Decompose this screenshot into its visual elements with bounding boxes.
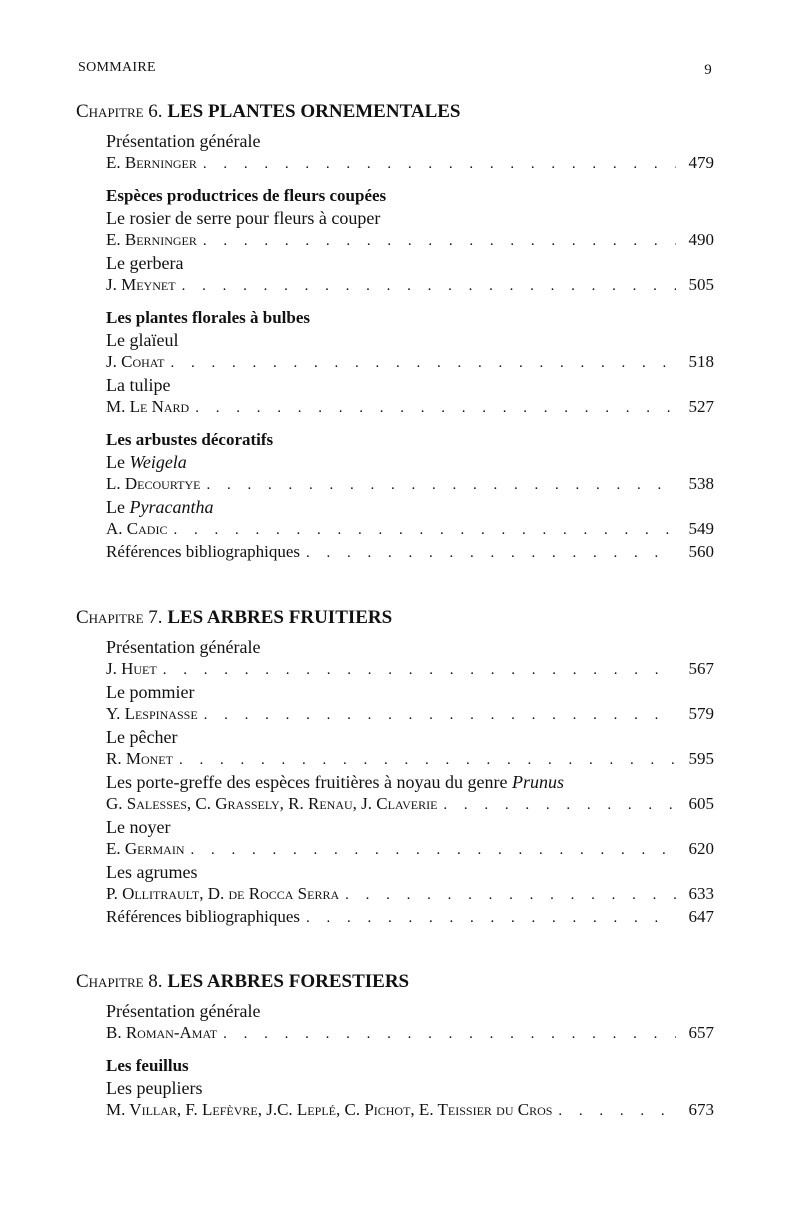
entry-title: Le pêcher: [106, 727, 178, 747]
entry-author: J. Meynet: [106, 275, 176, 294]
chapter-7: [76, 606, 716, 929]
chapter-heading: [76, 970, 716, 994]
toc-row: [106, 1022, 714, 1045]
entry-title: Le glaïeul: [106, 330, 179, 350]
toc-row: [106, 473, 714, 496]
toc-row: [106, 1099, 714, 1122]
dot-leader: [173, 519, 676, 541]
entry-page-number: 620: [688, 839, 714, 858]
section-heading: Les arbustes décoratifs: [106, 430, 274, 449]
entry-page-number: 549: [688, 519, 714, 538]
entry-page-number: 560: [688, 542, 714, 561]
chapter-8: [76, 970, 716, 1122]
entry-page-number: 647: [688, 907, 714, 926]
entry-page-number: 490: [688, 230, 714, 249]
toc-row: [106, 658, 714, 681]
entry-title: Les agrumes: [106, 862, 198, 882]
toc-row: [106, 396, 714, 419]
running-header: [78, 60, 712, 76]
chapter-name: LES ARBRES FRUITIERS: [167, 607, 393, 628]
entry-author: L. Decourtye: [106, 474, 201, 493]
toc-row: [106, 748, 714, 771]
dot-leader: [182, 275, 676, 297]
entry-title-italic: Weigela: [129, 452, 187, 472]
dot-leader: [203, 153, 676, 175]
toc-entries: [106, 636, 714, 929]
toc-row: [106, 541, 714, 564]
entry-page-number: 518: [688, 352, 714, 371]
entry-page-number: 579: [688, 704, 714, 723]
entry-title: Présentation générale: [106, 637, 261, 657]
entry-author: G. Salesses, C. Grassely, R. Renau, J. Claverie: [106, 794, 438, 813]
toc-entries: [106, 1000, 714, 1122]
entry-author: M. Villar, F. Lefèvre, J.C. Leplé, C. Pichot, E. Teissier du Cros: [106, 1100, 553, 1119]
entry-title: La tulipe: [106, 375, 171, 395]
entry-title-text: Les porte-greffe des espèces fruitières à noyau du genre: [106, 772, 512, 792]
chapter-name: LES PLANTES ORNEMENTALES: [167, 101, 461, 122]
toc-row: [106, 906, 714, 929]
entry-page-number: 567: [688, 659, 714, 678]
toc-row: [106, 703, 714, 726]
entry-title: [106, 451, 714, 473]
chapter-name: LES ARBRES FORESTIERS: [167, 971, 410, 992]
chapter-label: Chapitre 6.: [76, 101, 163, 122]
entry-title: Les peupliers: [106, 1078, 203, 1098]
toc-row: [106, 274, 714, 297]
entry-page-number: 479: [688, 153, 714, 172]
entry-title: Le rosier de serre pour fleurs à couper: [106, 208, 381, 228]
entry-author: E. Berninger: [106, 153, 197, 172]
dot-leader: [223, 1023, 676, 1045]
entry-page-number: 538: [688, 474, 714, 493]
entry-page-number: 657: [688, 1023, 714, 1042]
section-heading: Espèces productrices de fleurs coupées: [106, 186, 387, 205]
toc-row: [106, 883, 714, 906]
entry-title: Le pommier: [106, 682, 195, 702]
toc-row: [106, 518, 714, 541]
entry-title: [106, 496, 714, 518]
dot-leader: [443, 794, 676, 816]
dot-leader: [206, 474, 676, 496]
dot-leader: [306, 542, 676, 564]
entry-page-number: 605: [688, 794, 714, 813]
section-heading: Les plantes florales à bulbes: [106, 308, 311, 327]
entry-title-italic: Prunus: [511, 772, 564, 792]
entry-author: E. Germain: [106, 839, 185, 858]
entry-author: Y. Lespinasse: [106, 704, 198, 723]
dot-leader: [163, 659, 676, 681]
entry-title-text: Le: [106, 497, 130, 517]
entry-title: Présentation générale: [106, 1001, 261, 1021]
dot-leader: [195, 397, 676, 419]
dot-leader: [191, 839, 677, 861]
toc-row: [106, 793, 714, 816]
entry-page-number: 527: [688, 397, 714, 416]
entry-author: J. Cohat: [106, 352, 165, 371]
toc-row: [106, 152, 714, 175]
entry-title-text: Le: [106, 452, 130, 472]
chapter-6: [76, 100, 716, 564]
entry-title: Présentation générale: [106, 131, 261, 151]
entry-page-number: 673: [688, 1100, 714, 1119]
entry-author: B. Roman-Amat: [106, 1023, 218, 1042]
dot-leader: [203, 230, 676, 252]
entry-title-italic: Pyracantha: [129, 497, 214, 517]
dot-leader: [345, 884, 676, 906]
entry-author: J. Huet: [106, 659, 157, 678]
entry-author: M. Le Nard: [106, 397, 190, 416]
dot-leader: [204, 704, 676, 726]
entry-author: P. Ollitrault, D. de Rocca Serra: [106, 884, 340, 903]
entry-page-number: 505: [688, 275, 714, 294]
toc-row: [106, 838, 714, 861]
dot-leader: [179, 749, 676, 771]
chapter-heading: [76, 606, 716, 630]
entry-title: Le gerbera: [106, 253, 184, 273]
entry-author: E. Berninger: [106, 230, 197, 249]
entry-author: A. Cadic: [106, 519, 168, 538]
entry-references: Références bibliographiques: [106, 542, 301, 561]
section-heading: Les feuillus: [106, 1056, 189, 1075]
entry-page-number: 633: [688, 884, 714, 903]
entry-title: Le noyer: [106, 817, 171, 837]
entry-title: [106, 771, 714, 793]
chapter-label: Chapitre 8.: [76, 971, 163, 992]
entry-page-number: 595: [688, 749, 714, 768]
chapter-heading: [76, 100, 716, 124]
dot-leader: [170, 352, 676, 374]
toc-entries: [106, 130, 714, 564]
page-number: 9: [704, 62, 712, 78]
running-title: SOMMAIRE: [78, 60, 156, 75]
dot-leader: [558, 1100, 676, 1122]
entry-references: Références bibliographiques: [106, 907, 301, 926]
toc-row: [106, 351, 714, 374]
toc-row: [106, 229, 714, 252]
chapter-label: Chapitre 7.: [76, 607, 163, 628]
entry-author: R. Monet: [106, 749, 173, 768]
dot-leader: [306, 907, 676, 929]
